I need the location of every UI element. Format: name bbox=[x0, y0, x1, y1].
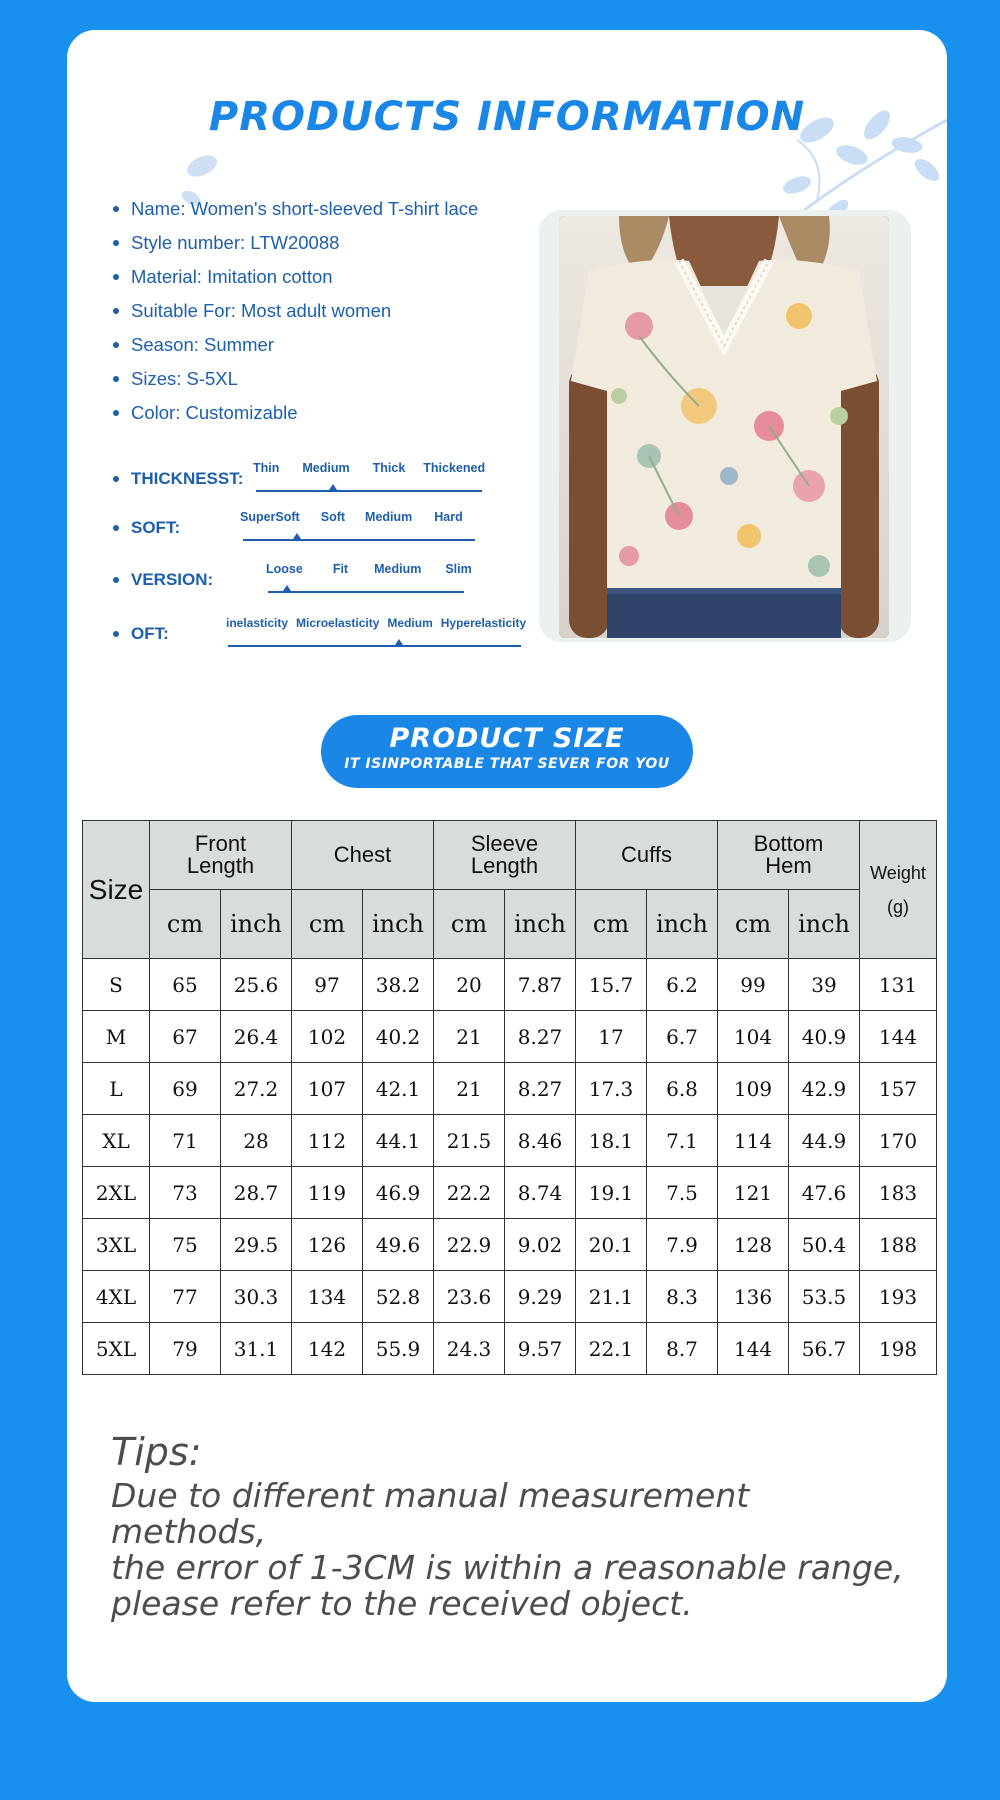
table-cell: 198 bbox=[860, 1323, 937, 1375]
table-cell: 25.6 bbox=[221, 959, 292, 1011]
soft-scale bbox=[113, 510, 533, 550]
table-cell: 114 bbox=[718, 1115, 789, 1167]
version-option-medium: Medium bbox=[374, 562, 422, 576]
table-cell: 107 bbox=[292, 1063, 363, 1115]
soft-selected-marker bbox=[293, 533, 301, 539]
size-cell: 4XL bbox=[83, 1271, 150, 1323]
info-item-sizes: Sizes: S-5XL bbox=[113, 362, 478, 396]
product-size-banner bbox=[321, 715, 693, 788]
tips-line-2: the error of 1-3CM is within a reasonable range, bbox=[111, 1548, 904, 1587]
oft-scale bbox=[113, 616, 543, 656]
product-photo-frame bbox=[539, 210, 911, 642]
table-cell: 131 bbox=[860, 959, 937, 1011]
table-cell: 128 bbox=[718, 1219, 789, 1271]
table-cell: 22.2 bbox=[434, 1167, 505, 1219]
size-cell: 3XL bbox=[83, 1219, 150, 1271]
table-row bbox=[83, 1271, 937, 1323]
table-cell: 79 bbox=[150, 1323, 221, 1375]
table-cell: 7.87 bbox=[505, 959, 576, 1011]
size-cell: M bbox=[83, 1011, 150, 1063]
info-item-name: Name: Women's short-sleeved T-shirt lace bbox=[113, 192, 478, 226]
table-cell: 20 bbox=[434, 959, 505, 1011]
size-cell: XL bbox=[83, 1115, 150, 1167]
table-cell: 142 bbox=[292, 1323, 363, 1375]
size-cell: 5XL bbox=[83, 1323, 150, 1375]
soft-option-hard: Hard bbox=[434, 510, 463, 524]
table-cell: 6.2 bbox=[647, 959, 718, 1011]
size-table bbox=[82, 820, 937, 1375]
table-cell: 21.1 bbox=[576, 1271, 647, 1323]
table-cell: 109 bbox=[718, 1063, 789, 1115]
info-item-season: Season: Summer bbox=[113, 328, 478, 362]
cuffs-header: Cuffs bbox=[576, 821, 718, 890]
table-cell: 112 bbox=[292, 1115, 363, 1167]
bottom-hem-header: Bottom Hem bbox=[718, 821, 860, 890]
size-cell: L bbox=[83, 1063, 150, 1115]
table-row bbox=[83, 959, 937, 1011]
thickness-option-thin: Thin bbox=[253, 461, 280, 475]
table-cell: 52.8 bbox=[363, 1271, 434, 1323]
table-cell: 30.3 bbox=[221, 1271, 292, 1323]
soft-label: SOFT: bbox=[131, 518, 181, 537]
size-cell: 2XL bbox=[83, 1167, 150, 1219]
soft-option-supersoft: SuperSoft bbox=[240, 510, 300, 524]
unit-inch-header: inch bbox=[789, 890, 860, 959]
bullet-icon bbox=[113, 206, 119, 212]
bullet-icon bbox=[113, 376, 119, 382]
tips-line-3: please refer to the received object. bbox=[111, 1584, 693, 1623]
page-title: PRODUCTS INFORMATION bbox=[208, 94, 806, 140]
thickness-option-thick: Thick bbox=[372, 461, 406, 475]
table-cell: 31.1 bbox=[221, 1323, 292, 1375]
table-cell: 8.3 bbox=[647, 1271, 718, 1323]
table-cell: 17.3 bbox=[576, 1063, 647, 1115]
table-cell: 188 bbox=[860, 1219, 937, 1271]
table-cell: 73 bbox=[150, 1167, 221, 1219]
table-cell: 6.8 bbox=[647, 1063, 718, 1115]
table-cell: 7.1 bbox=[647, 1115, 718, 1167]
oft-label: OFT: bbox=[131, 624, 169, 643]
table-cell: 28 bbox=[221, 1115, 292, 1167]
table-cell: 9.57 bbox=[505, 1323, 576, 1375]
info-item-material: Material: Imitation cotton bbox=[113, 260, 478, 294]
thickness-scale-line bbox=[256, 490, 482, 492]
table-cell: 7.9 bbox=[647, 1219, 718, 1271]
table-cell: 17 bbox=[576, 1011, 647, 1063]
size-cell: S bbox=[83, 959, 150, 1011]
bullet-icon bbox=[113, 308, 119, 314]
table-cell: 8.27 bbox=[505, 1011, 576, 1063]
bullet-icon bbox=[113, 410, 119, 416]
chest-header: Chest bbox=[292, 821, 434, 890]
table-cell: 75 bbox=[150, 1219, 221, 1271]
table-cell: 50.4 bbox=[789, 1219, 860, 1271]
oft-option-inelasticity: inelasticity bbox=[226, 616, 289, 630]
table-cell: 121 bbox=[718, 1167, 789, 1219]
version-option-loose: Loose bbox=[266, 562, 303, 576]
table-row bbox=[83, 1323, 937, 1375]
oft-selected-marker bbox=[395, 639, 403, 645]
version-option-slim: Slim bbox=[445, 562, 472, 576]
table-row bbox=[83, 1219, 937, 1271]
unit-cm-header: cm bbox=[434, 890, 505, 959]
table-cell: 26.4 bbox=[221, 1011, 292, 1063]
table-cell: 23.6 bbox=[434, 1271, 505, 1323]
table-cell: 22.1 bbox=[576, 1323, 647, 1375]
tips-section bbox=[111, 1430, 911, 1622]
unit-cm-header: cm bbox=[718, 890, 789, 959]
table-cell: 21 bbox=[434, 1011, 505, 1063]
table-cell: 170 bbox=[860, 1115, 937, 1167]
bullet-icon bbox=[113, 577, 119, 583]
table-cell: 9.29 bbox=[505, 1271, 576, 1323]
table-cell: 56.7 bbox=[789, 1323, 860, 1375]
product-info-card bbox=[67, 30, 947, 1702]
table-row bbox=[83, 1115, 937, 1167]
table-cell: 18.1 bbox=[576, 1115, 647, 1167]
table-cell: 126 bbox=[292, 1219, 363, 1271]
table-cell: 193 bbox=[860, 1271, 937, 1323]
soft-option-soft: Soft bbox=[320, 510, 346, 524]
bullet-icon bbox=[113, 525, 119, 531]
table-cell: 104 bbox=[718, 1011, 789, 1063]
product-photo bbox=[559, 216, 889, 638]
size-table-body bbox=[83, 959, 937, 1375]
bullet-icon bbox=[113, 240, 119, 246]
tips-heading: Tips: bbox=[111, 1430, 202, 1474]
product-info-list bbox=[113, 192, 478, 430]
table-cell: 97 bbox=[292, 959, 363, 1011]
front-length-header: Front Length bbox=[150, 821, 292, 890]
table-cell: 19.1 bbox=[576, 1167, 647, 1219]
sleeve-length-header: Sleeve Length bbox=[434, 821, 576, 890]
table-cell: 47.6 bbox=[789, 1167, 860, 1219]
table-cell: 8.74 bbox=[505, 1167, 576, 1219]
table-cell: 8.46 bbox=[505, 1115, 576, 1167]
product-size-title: PRODUCT SIZE bbox=[389, 723, 625, 754]
unit-cm-header: cm bbox=[150, 890, 221, 959]
weight-header: Weight (g) bbox=[860, 821, 937, 959]
version-label: VERSION: bbox=[131, 570, 214, 589]
table-cell: 71 bbox=[150, 1115, 221, 1167]
table-cell: 7.5 bbox=[647, 1167, 718, 1219]
table-cell: 8.7 bbox=[647, 1323, 718, 1375]
table-cell: 77 bbox=[150, 1271, 221, 1323]
info-item-style: Style number: LTW20088 bbox=[113, 226, 478, 260]
table-cell: 55.9 bbox=[363, 1323, 434, 1375]
table-cell: 99 bbox=[718, 959, 789, 1011]
table-cell: 183 bbox=[860, 1167, 937, 1219]
table-cell: 136 bbox=[718, 1271, 789, 1323]
table-cell: 8.27 bbox=[505, 1063, 576, 1115]
soft-scale-line bbox=[243, 539, 475, 541]
thickness-scale bbox=[113, 461, 533, 501]
table-cell: 21 bbox=[434, 1063, 505, 1115]
oft-option-microelasticity: Microelasticity bbox=[296, 616, 380, 630]
table-cell: 144 bbox=[718, 1323, 789, 1375]
table-cell: 102 bbox=[292, 1011, 363, 1063]
table-cell: 28.7 bbox=[221, 1167, 292, 1219]
table-cell: 24.3 bbox=[434, 1323, 505, 1375]
thickness-label: THICKNESST: bbox=[131, 469, 244, 488]
table-cell: 65 bbox=[150, 959, 221, 1011]
table-cell: 46.9 bbox=[363, 1167, 434, 1219]
table-cell: 44.9 bbox=[789, 1115, 860, 1167]
table-cell: 53.5 bbox=[789, 1271, 860, 1323]
unit-inch-header: inch bbox=[647, 890, 718, 959]
unit-inch-header: inch bbox=[363, 890, 434, 959]
info-item-color: Color: Customizable bbox=[113, 396, 478, 430]
soft-option-medium: Medium bbox=[365, 510, 413, 524]
thickness-option-thickened: Thickened bbox=[423, 461, 486, 475]
table-cell: 144 bbox=[860, 1011, 937, 1063]
table-cell: 27.2 bbox=[221, 1063, 292, 1115]
table-cell: 39 bbox=[789, 959, 860, 1011]
version-selected-marker bbox=[283, 585, 291, 591]
oft-scale-line bbox=[228, 645, 521, 647]
table-row bbox=[83, 1063, 937, 1115]
table-cell: 40.9 bbox=[789, 1011, 860, 1063]
oft-option-medium: Medium bbox=[387, 616, 433, 630]
unit-inch-header: inch bbox=[505, 890, 576, 959]
table-cell: 40.2 bbox=[363, 1011, 434, 1063]
table-cell: 38.2 bbox=[363, 959, 434, 1011]
info-item-suitable: Suitable For: Most adult women bbox=[113, 294, 478, 328]
table-cell: 21.5 bbox=[434, 1115, 505, 1167]
table-cell: 134 bbox=[292, 1271, 363, 1323]
table-cell: 67 bbox=[150, 1011, 221, 1063]
tips-line-1: Due to different manual measurement methods, bbox=[111, 1476, 750, 1551]
thickness-option-medium: Medium bbox=[302, 461, 350, 475]
bullet-icon bbox=[113, 342, 119, 348]
version-scale-line bbox=[268, 591, 464, 593]
table-cell: 157 bbox=[860, 1063, 937, 1115]
unit-inch-header: inch bbox=[221, 890, 292, 959]
table-cell: 15.7 bbox=[576, 959, 647, 1011]
unit-cm-header: cm bbox=[576, 890, 647, 959]
size-header: Size bbox=[83, 821, 150, 959]
table-cell: 42.9 bbox=[789, 1063, 860, 1115]
product-size-subtitle: IT ISINPORTABLE THAT SEVER FOR YOU bbox=[344, 756, 670, 772]
table-row bbox=[83, 1011, 937, 1063]
unit-cm-header: cm bbox=[292, 890, 363, 959]
table-cell: 29.5 bbox=[221, 1219, 292, 1271]
oft-option-hyperelasticity: Hyperelasticity bbox=[440, 616, 527, 630]
thickness-selected-marker bbox=[329, 484, 337, 490]
product-photo-illustration bbox=[559, 216, 889, 638]
version-option-fit: Fit bbox=[332, 562, 349, 576]
table-cell: 9.02 bbox=[505, 1219, 576, 1271]
bullet-icon bbox=[113, 476, 119, 482]
table-cell: 119 bbox=[292, 1167, 363, 1219]
bullet-icon bbox=[113, 274, 119, 280]
table-cell: 22.9 bbox=[434, 1219, 505, 1271]
table-cell: 6.7 bbox=[647, 1011, 718, 1063]
version-scale bbox=[113, 562, 533, 602]
table-row bbox=[83, 1167, 937, 1219]
bullet-icon bbox=[113, 631, 119, 637]
table-cell: 20.1 bbox=[576, 1219, 647, 1271]
table-cell: 44.1 bbox=[363, 1115, 434, 1167]
table-cell: 42.1 bbox=[363, 1063, 434, 1115]
table-cell: 69 bbox=[150, 1063, 221, 1115]
table-cell: 49.6 bbox=[363, 1219, 434, 1271]
